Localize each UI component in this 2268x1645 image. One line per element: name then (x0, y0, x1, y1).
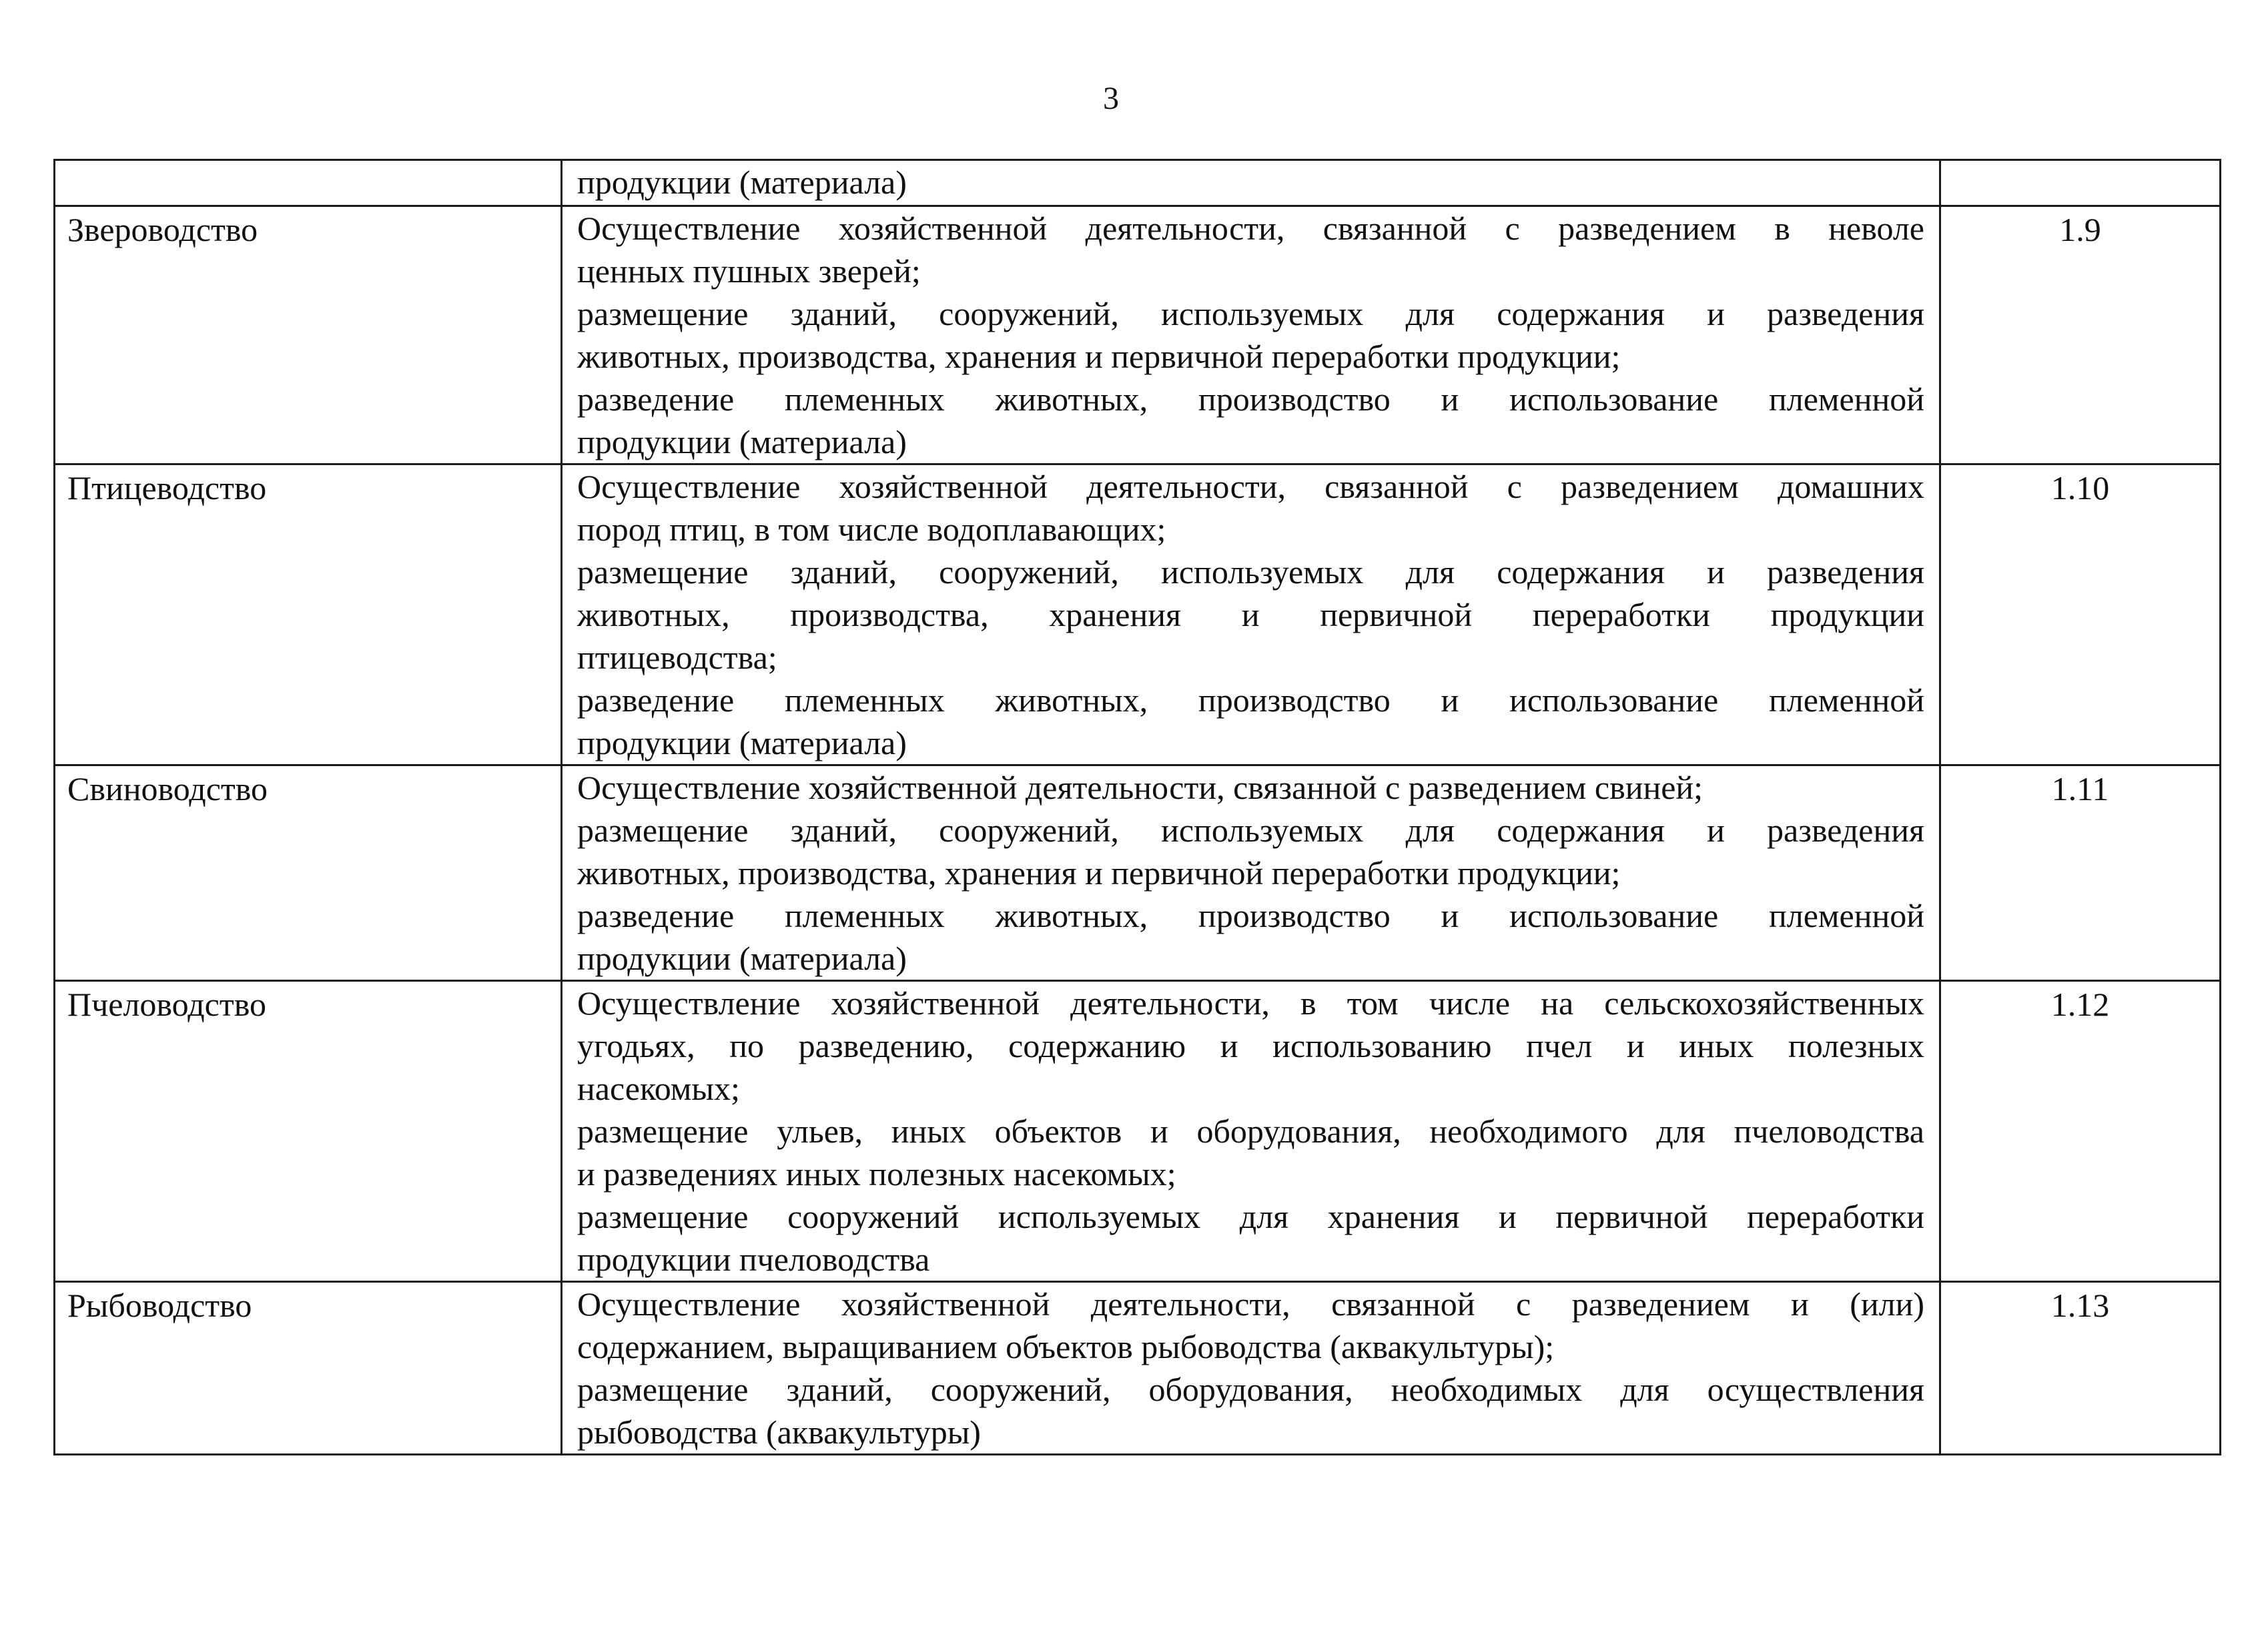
description-line: продукции (материала) (577, 724, 907, 761)
land-use-table (53, 159, 2221, 1455)
description-line: и разведениях иных полезных насекомых; (577, 1155, 1176, 1193)
description-line: размещение зданий, сооружений, используемых для содержания и разведения (577, 553, 1924, 591)
description-line: насекомых; (577, 1070, 740, 1107)
description-line: птицеводства; (577, 639, 777, 676)
use-type-description (562, 464, 1940, 765)
description-line: рыбоводства (аквакультуры) (577, 1413, 981, 1451)
description-line: животных, производства, хранения и первичной переработки продукции; (577, 854, 1621, 892)
use-type-name: Рыбоводство (55, 1282, 562, 1455)
use-type-description (562, 765, 1940, 981)
page-number: 3 (1103, 81, 1119, 116)
table-body (55, 160, 2221, 1455)
table-row (55, 1282, 2221, 1455)
table-row (55, 981, 2221, 1282)
use-type-code: 1.12 (1940, 981, 2221, 1282)
description-line: Осуществление хозяйственной деятельности, связанной с разведением в неволе (577, 210, 1924, 247)
use-type-description (562, 160, 1940, 206)
use-type-name: Свиноводство (55, 765, 562, 981)
use-type-code: 1.10 (1940, 464, 2221, 765)
use-type-name: Пчеловодство (55, 981, 562, 1282)
description-line: разведение племенных животных, производство и использование племенной (577, 897, 1924, 934)
description-line: пород птиц, в том числе водоплавающих; (577, 511, 1166, 548)
description-line: содержанием, выращиванием объектов рыбоводства (аквакультуры); (577, 1328, 1555, 1365)
description-line: размещение сооружений используемых для хранения и первичной переработки (577, 1198, 1924, 1235)
table-row (55, 160, 2221, 206)
description-line: размещение зданий, сооружений, используемых для содержания и разведения (577, 811, 1924, 849)
use-type-code: 1.9 (1940, 206, 2221, 464)
use-type-description (562, 981, 1940, 1282)
description-line: животных, производства, хранения и первичной переработки продукции; (577, 338, 1621, 375)
use-type-code: 1.13 (1940, 1282, 2221, 1455)
description-line: Осуществление хозяйственной деятельности, в том числе на сельскохозяйственных (577, 984, 1924, 1022)
description-line: животных, производства, хранения и первичной переработки продукции (577, 596, 1924, 633)
description-line: Осуществление хозяйственной деятельности, связанной с разведением и (или) (577, 1285, 1924, 1323)
use-type-name: Звероводство (55, 206, 562, 464)
description-line: продукции пчеловодства (577, 1241, 930, 1278)
description-line: продукции (материала) (577, 423, 907, 460)
use-type-description (562, 1282, 1940, 1455)
description-line: продукции (материала) (577, 940, 907, 977)
use-type-code: 1.11 (1940, 765, 2221, 981)
description-line: продукции (материала) (577, 163, 907, 201)
description-line: размещение зданий, сооружений, оборудования, необходимых для осуществления (577, 1371, 1924, 1408)
table-row (55, 464, 2221, 765)
use-type-name: Птицеводство (55, 464, 562, 765)
use-type-code (1940, 160, 2221, 206)
table-row (55, 765, 2221, 981)
description-line: разведение племенных животных, производство и использование племенной (577, 681, 1924, 719)
description-line: ценных пушных зверей; (577, 252, 921, 290)
use-type-description (562, 206, 1940, 464)
description-line: Осуществление хозяйственной деятельности, связанной с разведением домашних (577, 468, 1924, 505)
description-line: размещение ульев, иных объектов и оборудования, необходимого для пчеловодства (577, 1112, 1924, 1150)
description-line: разведение племенных животных, производство и использование племенной (577, 380, 1924, 418)
description-line: угодьях, по разведению, содержанию и использованию пчел и иных полезных (577, 1027, 1924, 1064)
description-line: Осуществление хозяйственной деятельности, связанной с разведением свиней; (577, 769, 1704, 806)
description-line: размещение зданий, сооружений, используемых для содержания и разведения (577, 295, 1924, 332)
use-type-name (55, 160, 562, 206)
table-row (55, 206, 2221, 464)
